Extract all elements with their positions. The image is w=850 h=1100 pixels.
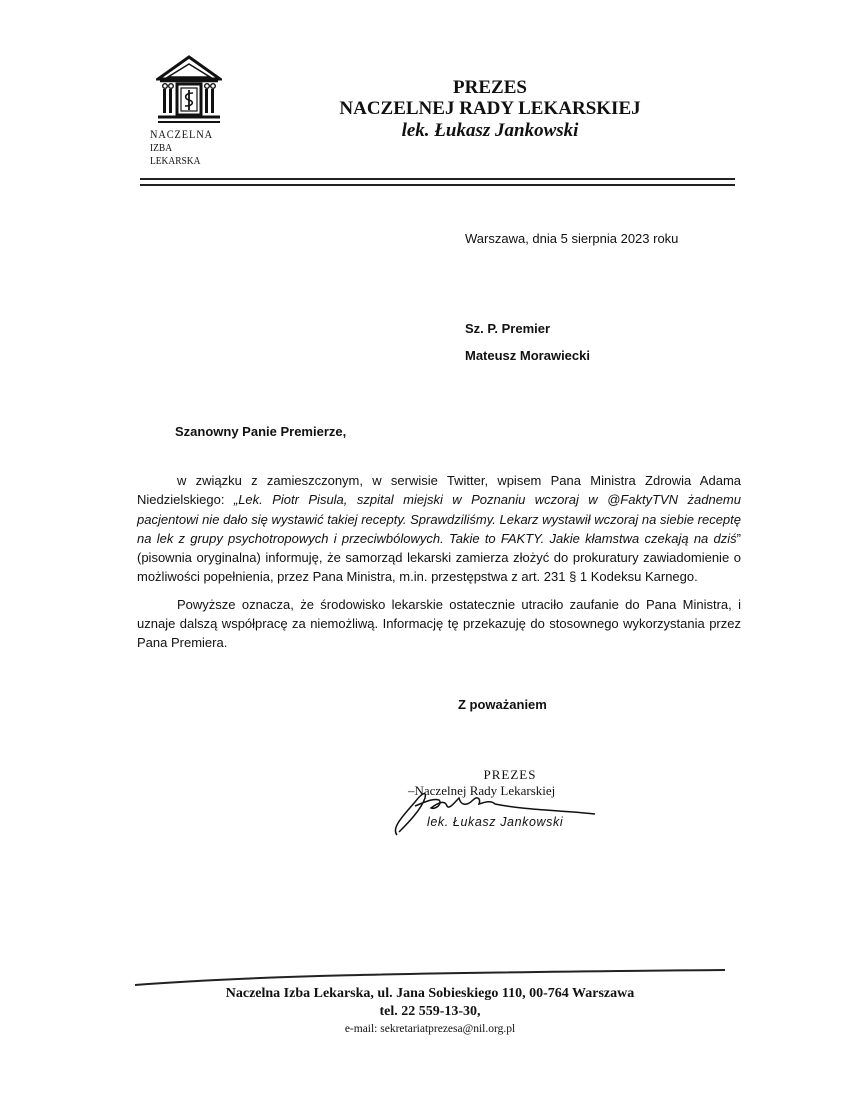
handwritten-signature-icon <box>385 780 605 840</box>
paragraph-2: Powyższe oznacza, że środowisko lekarskie ostatecznie utraciło zaufanie do Pana Ministra, i uznaje dalszą współpracę za niemożliwą. Informację tę przekazuję do stosownego wykorzystania przez Pana Premiera. <box>137 596 741 651</box>
header-rule-top <box>140 178 735 180</box>
footer-email: e-mail: sekretariatprezesa@nil.org.pl <box>344 1023 516 1035</box>
paragraph-1 <box>137 471 741 587</box>
stamp-title: PREZES <box>483 767 537 782</box>
recipient-title: Sz. P. Premier <box>465 321 551 336</box>
footer-address: Naczelna Izba Lekarska, ul. Jana Sobieskiego 110, 00-764 Warszawa <box>225 986 635 1001</box>
nil-logo <box>150 55 230 168</box>
logo-text-line2: IZBA LEKARSKA <box>150 143 201 167</box>
letter-body <box>137 471 741 661</box>
stamp-council: –Naczelnej Rady Lekarskiej <box>408 783 556 798</box>
date-line: Warszawa, dnia 5 sierpnia 2023 roku <box>465 231 679 246</box>
paragraph-1-rest: ” (pisownia oryginalna) informuję, że samorząd lekarski zamierza złożyć do prokuratury zawiadomienie o możliwości popełnienia, przez Pana Ministra, m.in. przestępstwa z art. 231 § 1 Kodeksu Karnego. <box>137 530 741 585</box>
footer-phone: tel. 22 559-13-30, <box>379 1004 481 1019</box>
footer-contact <box>160 985 700 1037</box>
salutation: Szanowny Panie Premierze, <box>175 424 347 439</box>
temple-with-caduceus-icon <box>156 55 222 127</box>
stamp-name: lek. Łukasz Jankowski <box>427 815 564 829</box>
header-rule-bottom <box>140 184 735 186</box>
title-prezes: PREZES <box>453 77 527 98</box>
recipient-name: Mateusz Morawiecki <box>465 348 590 363</box>
paragraph-1-intro: w związku z zamieszczonym, w serwisie Twitter, wpisem Pana Ministra Zdrowia Adama Niedzielskiego: <box>137 473 741 508</box>
letterhead-title <box>300 77 680 143</box>
title-name: lek. Łukasz Jankowski <box>401 120 579 141</box>
closing: Z poważaniem <box>458 697 547 712</box>
tweet-quote: „Lek. Piotr Pisula, szpital miejski w Poznaniu wczoraj w @FaktyTVN żadnemu pacjentowi nie dało się wystawić takiej recepty. Sprawdziliśmy. Lekarz wystawił wczoraj na siebie receptę na lek z grupy psychotropowych i przeciwbólowych. Takie to FAKTY. Jakie kłamstwa czekają na dziś <box>137 492 741 546</box>
title-council: NACZELNEJ RADY LEKARSKIEJ <box>339 98 641 119</box>
recipient-block <box>465 315 590 369</box>
logo-text-line1: NACZELNA <box>150 129 213 141</box>
